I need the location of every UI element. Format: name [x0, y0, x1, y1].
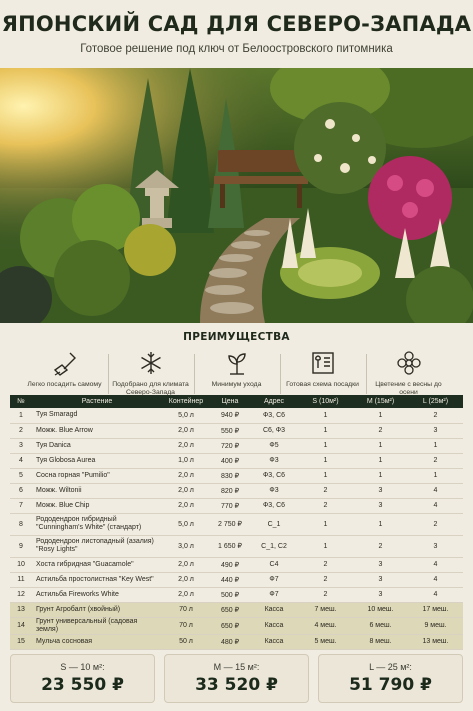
- cell-price: 940 ₽: [210, 408, 250, 423]
- cell-price: 550 ₽: [210, 423, 250, 438]
- cell-s: 1: [298, 468, 353, 483]
- cell-container: 5,0 л: [162, 513, 210, 535]
- cell-m: 2: [353, 535, 408, 557]
- cell-s: 2: [298, 587, 353, 602]
- cell-no: 15: [10, 634, 32, 649]
- cell-name: Хоста гибридная "Guacamole": [32, 557, 162, 572]
- column-header: M (15м²): [353, 395, 408, 408]
- cell-l: 3: [408, 535, 463, 557]
- benefit-item: [366, 348, 452, 397]
- cell-name: Туя Smaragd: [32, 408, 162, 423]
- total-label: S — 10 м²:: [60, 662, 105, 672]
- planting-scheme-icon: [280, 348, 366, 378]
- cell-l: 4: [408, 557, 463, 572]
- cell-address: С4: [250, 557, 298, 572]
- cell-no: 7: [10, 498, 32, 513]
- plant-icon: [194, 348, 280, 378]
- cell-no: 1: [10, 408, 32, 423]
- cell-container: 2,0 л: [162, 572, 210, 587]
- cell-s: 1: [298, 453, 353, 468]
- cell-name: Грунт универсальный (садовая земля): [32, 617, 162, 634]
- totals: [10, 654, 463, 703]
- table-row: [10, 483, 463, 498]
- cell-no: 4: [10, 453, 32, 468]
- benefits-section: [0, 323, 473, 395]
- total-card-l: [318, 654, 463, 703]
- cell-container: 2,0 л: [162, 483, 210, 498]
- cell-l: 3: [408, 423, 463, 438]
- cell-name: Сосна горная "Pumilio": [32, 468, 162, 483]
- cell-no: 6: [10, 483, 32, 498]
- cell-price: 650 ₽: [210, 617, 250, 634]
- table-row: [10, 535, 463, 557]
- cell-l: 17 меш.: [408, 602, 463, 617]
- column-header: Растение: [32, 395, 162, 408]
- cell-container: 2,0 л: [162, 423, 210, 438]
- cell-name: Астильба простолистная "Key West": [32, 572, 162, 587]
- garden-illustration: [0, 68, 473, 323]
- cell-l: 9 меш.: [408, 617, 463, 634]
- cell-no: 11: [10, 572, 32, 587]
- table-row: [10, 634, 463, 649]
- benefit-item: [280, 348, 366, 397]
- garden-photo: [0, 68, 473, 323]
- cell-no: 9: [10, 535, 32, 557]
- cell-l: 4: [408, 483, 463, 498]
- cell-s: 1: [298, 513, 353, 535]
- table-row: [10, 423, 463, 438]
- cell-price: 720 ₽: [210, 438, 250, 453]
- cell-address: Касса: [250, 602, 298, 617]
- cell-no: 5: [10, 468, 32, 483]
- cell-m: 2: [353, 423, 408, 438]
- table-row: [10, 408, 463, 423]
- cell-l: 2: [408, 408, 463, 423]
- table-row: [10, 513, 463, 535]
- cell-price: 650 ₽: [210, 602, 250, 617]
- benefits-title: ПРЕИМУЩЕСТВА: [183, 331, 290, 343]
- page-header: [0, 0, 473, 68]
- cell-s: 1: [298, 535, 353, 557]
- cell-name: Мульча сосновая: [32, 634, 162, 649]
- column-header: Цена: [210, 395, 250, 408]
- table-row: [10, 617, 463, 634]
- cell-address: Ф7: [250, 587, 298, 602]
- cell-no: 10: [10, 557, 32, 572]
- cell-address: Ф3, С6: [250, 408, 298, 423]
- benefit-item: [108, 348, 194, 397]
- cell-price: 400 ₽: [210, 453, 250, 468]
- cell-name: Можж. Blue Arrow: [32, 423, 162, 438]
- total-value: 33 520 ₽: [195, 675, 278, 695]
- cell-address: Ф3: [250, 483, 298, 498]
- cell-l: 4: [408, 498, 463, 513]
- cell-l: 13 меш.: [408, 634, 463, 649]
- page-title: ЯПОНСКИЙ САД ДЛЯ СЕВЕРО-ЗАПАДА: [1, 12, 472, 36]
- cell-no: 2: [10, 423, 32, 438]
- cell-container: 2,0 л: [162, 587, 210, 602]
- cell-address: Ф7: [250, 572, 298, 587]
- cell-m: 1: [353, 468, 408, 483]
- cell-name: Рододендрон гибридный "Cunningham's White" (стандарт): [32, 513, 162, 535]
- column-header: Контейнер: [162, 395, 210, 408]
- cell-s: 2: [298, 483, 353, 498]
- benefit-item: [194, 348, 280, 397]
- cell-price: 440 ₽: [210, 572, 250, 587]
- cell-price: 830 ₽: [210, 468, 250, 483]
- cell-s: 2: [298, 557, 353, 572]
- cell-container: 3,0 л: [162, 535, 210, 557]
- benefit-label: Подобрано для климата Северо-Запада: [112, 381, 189, 396]
- benefit-item: [22, 348, 108, 397]
- cell-l: 4: [408, 572, 463, 587]
- cell-price: 2 750 ₽: [210, 513, 250, 535]
- total-card-s: [10, 654, 155, 703]
- cell-price: 500 ₽: [210, 587, 250, 602]
- cell-address: С_1, С2: [250, 535, 298, 557]
- benefit-label: Цветение с весны до осени: [375, 381, 442, 396]
- cell-l: 4: [408, 587, 463, 602]
- benefits-list: [0, 348, 473, 397]
- cell-no: 3: [10, 438, 32, 453]
- cell-m: 3: [353, 572, 408, 587]
- cell-m: 6 меш.: [353, 617, 408, 634]
- cell-s: 1: [298, 408, 353, 423]
- cell-price: 770 ₽: [210, 498, 250, 513]
- cell-name: Можж. Wiltonii: [32, 483, 162, 498]
- total-value: 23 550 ₽: [41, 675, 124, 695]
- total-label: M — 15 м²:: [213, 662, 260, 672]
- cell-address: Касса: [250, 634, 298, 649]
- cell-container: 2,0 л: [162, 468, 210, 483]
- cell-s: 5 меш.: [298, 634, 353, 649]
- table-row: [10, 498, 463, 513]
- cell-l: 2: [408, 513, 463, 535]
- cell-m: 1: [353, 438, 408, 453]
- cell-container: 2,0 л: [162, 557, 210, 572]
- cell-address: Ф5: [250, 438, 298, 453]
- cell-no: 12: [10, 587, 32, 602]
- column-header: L (25м²): [408, 395, 463, 408]
- cell-m: 3: [353, 483, 408, 498]
- cell-l: 1: [408, 438, 463, 453]
- cell-address: Ф3, С6: [250, 498, 298, 513]
- cell-price: 480 ₽: [210, 634, 250, 649]
- cell-m: 3: [353, 557, 408, 572]
- cell-container: 70 л: [162, 617, 210, 634]
- price-table: [10, 395, 463, 650]
- cell-address: Ф3: [250, 453, 298, 468]
- benefit-label: Минимум ухода: [211, 381, 262, 388]
- cell-m: 3: [353, 498, 408, 513]
- snowflake-icon: [108, 348, 194, 378]
- cell-m: 10 меш.: [353, 602, 408, 617]
- cell-container: 50 л: [162, 634, 210, 649]
- cell-name: Рододендрон листопадный (азалия) "Rosy Lights": [32, 535, 162, 557]
- cell-no: 14: [10, 617, 32, 634]
- cell-name: Можж. Blue Chip: [32, 498, 162, 513]
- cell-container: 5,0 л: [162, 408, 210, 423]
- cell-s: 2: [298, 498, 353, 513]
- cell-l: 1: [408, 468, 463, 483]
- cell-m: 1: [353, 408, 408, 423]
- benefit-label: Готовая схема посадки: [286, 381, 359, 388]
- cell-s: 7 меш.: [298, 602, 353, 617]
- cell-price: 490 ₽: [210, 557, 250, 572]
- cell-address: Ф3, С6: [250, 468, 298, 483]
- cell-no: 13: [10, 602, 32, 617]
- cell-s: 2: [298, 572, 353, 587]
- total-card-m: [164, 654, 309, 703]
- table-row: [10, 587, 463, 602]
- cell-address: С_1: [250, 513, 298, 535]
- table-row: [10, 468, 463, 483]
- cell-l: 2: [408, 453, 463, 468]
- cell-m: 1: [353, 513, 408, 535]
- cell-m: 1: [353, 453, 408, 468]
- cell-price: 1 650 ₽: [210, 535, 250, 557]
- column-header: №: [10, 395, 32, 408]
- column-header: S (10м²): [298, 395, 353, 408]
- cell-address: Касса: [250, 617, 298, 634]
- cell-s: 4 меш.: [298, 617, 353, 634]
- table-body: [10, 408, 463, 649]
- total-label: L — 25 м²:: [369, 662, 412, 672]
- cell-name: Туя Globosa Aurea: [32, 453, 162, 468]
- cell-name: Астильба Fireworks White: [32, 587, 162, 602]
- cell-container: 70 л: [162, 602, 210, 617]
- cell-container: 2,0 л: [162, 498, 210, 513]
- page-subtitle: Готовое решение под ключ от Белоостровского питомника: [80, 43, 393, 55]
- cell-name: Грунт Агробалт (хвойный): [32, 602, 162, 617]
- table-row: [10, 572, 463, 587]
- shovel-icon: [22, 348, 108, 378]
- cell-address: С6, Ф3: [250, 423, 298, 438]
- cell-m: 8 меш.: [353, 634, 408, 649]
- cell-s: 1: [298, 423, 353, 438]
- table-row: [10, 602, 463, 617]
- benefit-label: Легко посадить самому: [27, 381, 102, 388]
- cell-container: 2,0 л: [162, 438, 210, 453]
- flower-icon: [366, 348, 452, 378]
- cell-no: 8: [10, 513, 32, 535]
- cell-s: 1: [298, 438, 353, 453]
- cell-price: 820 ₽: [210, 483, 250, 498]
- total-value: 51 790 ₽: [349, 675, 432, 695]
- table-row: [10, 438, 463, 453]
- column-header: Адрес: [250, 395, 298, 408]
- cell-name: Туя Danica: [32, 438, 162, 453]
- table-row: [10, 453, 463, 468]
- cell-m: 3: [353, 587, 408, 602]
- cell-container: 1,0 л: [162, 453, 210, 468]
- table-row: [10, 557, 463, 572]
